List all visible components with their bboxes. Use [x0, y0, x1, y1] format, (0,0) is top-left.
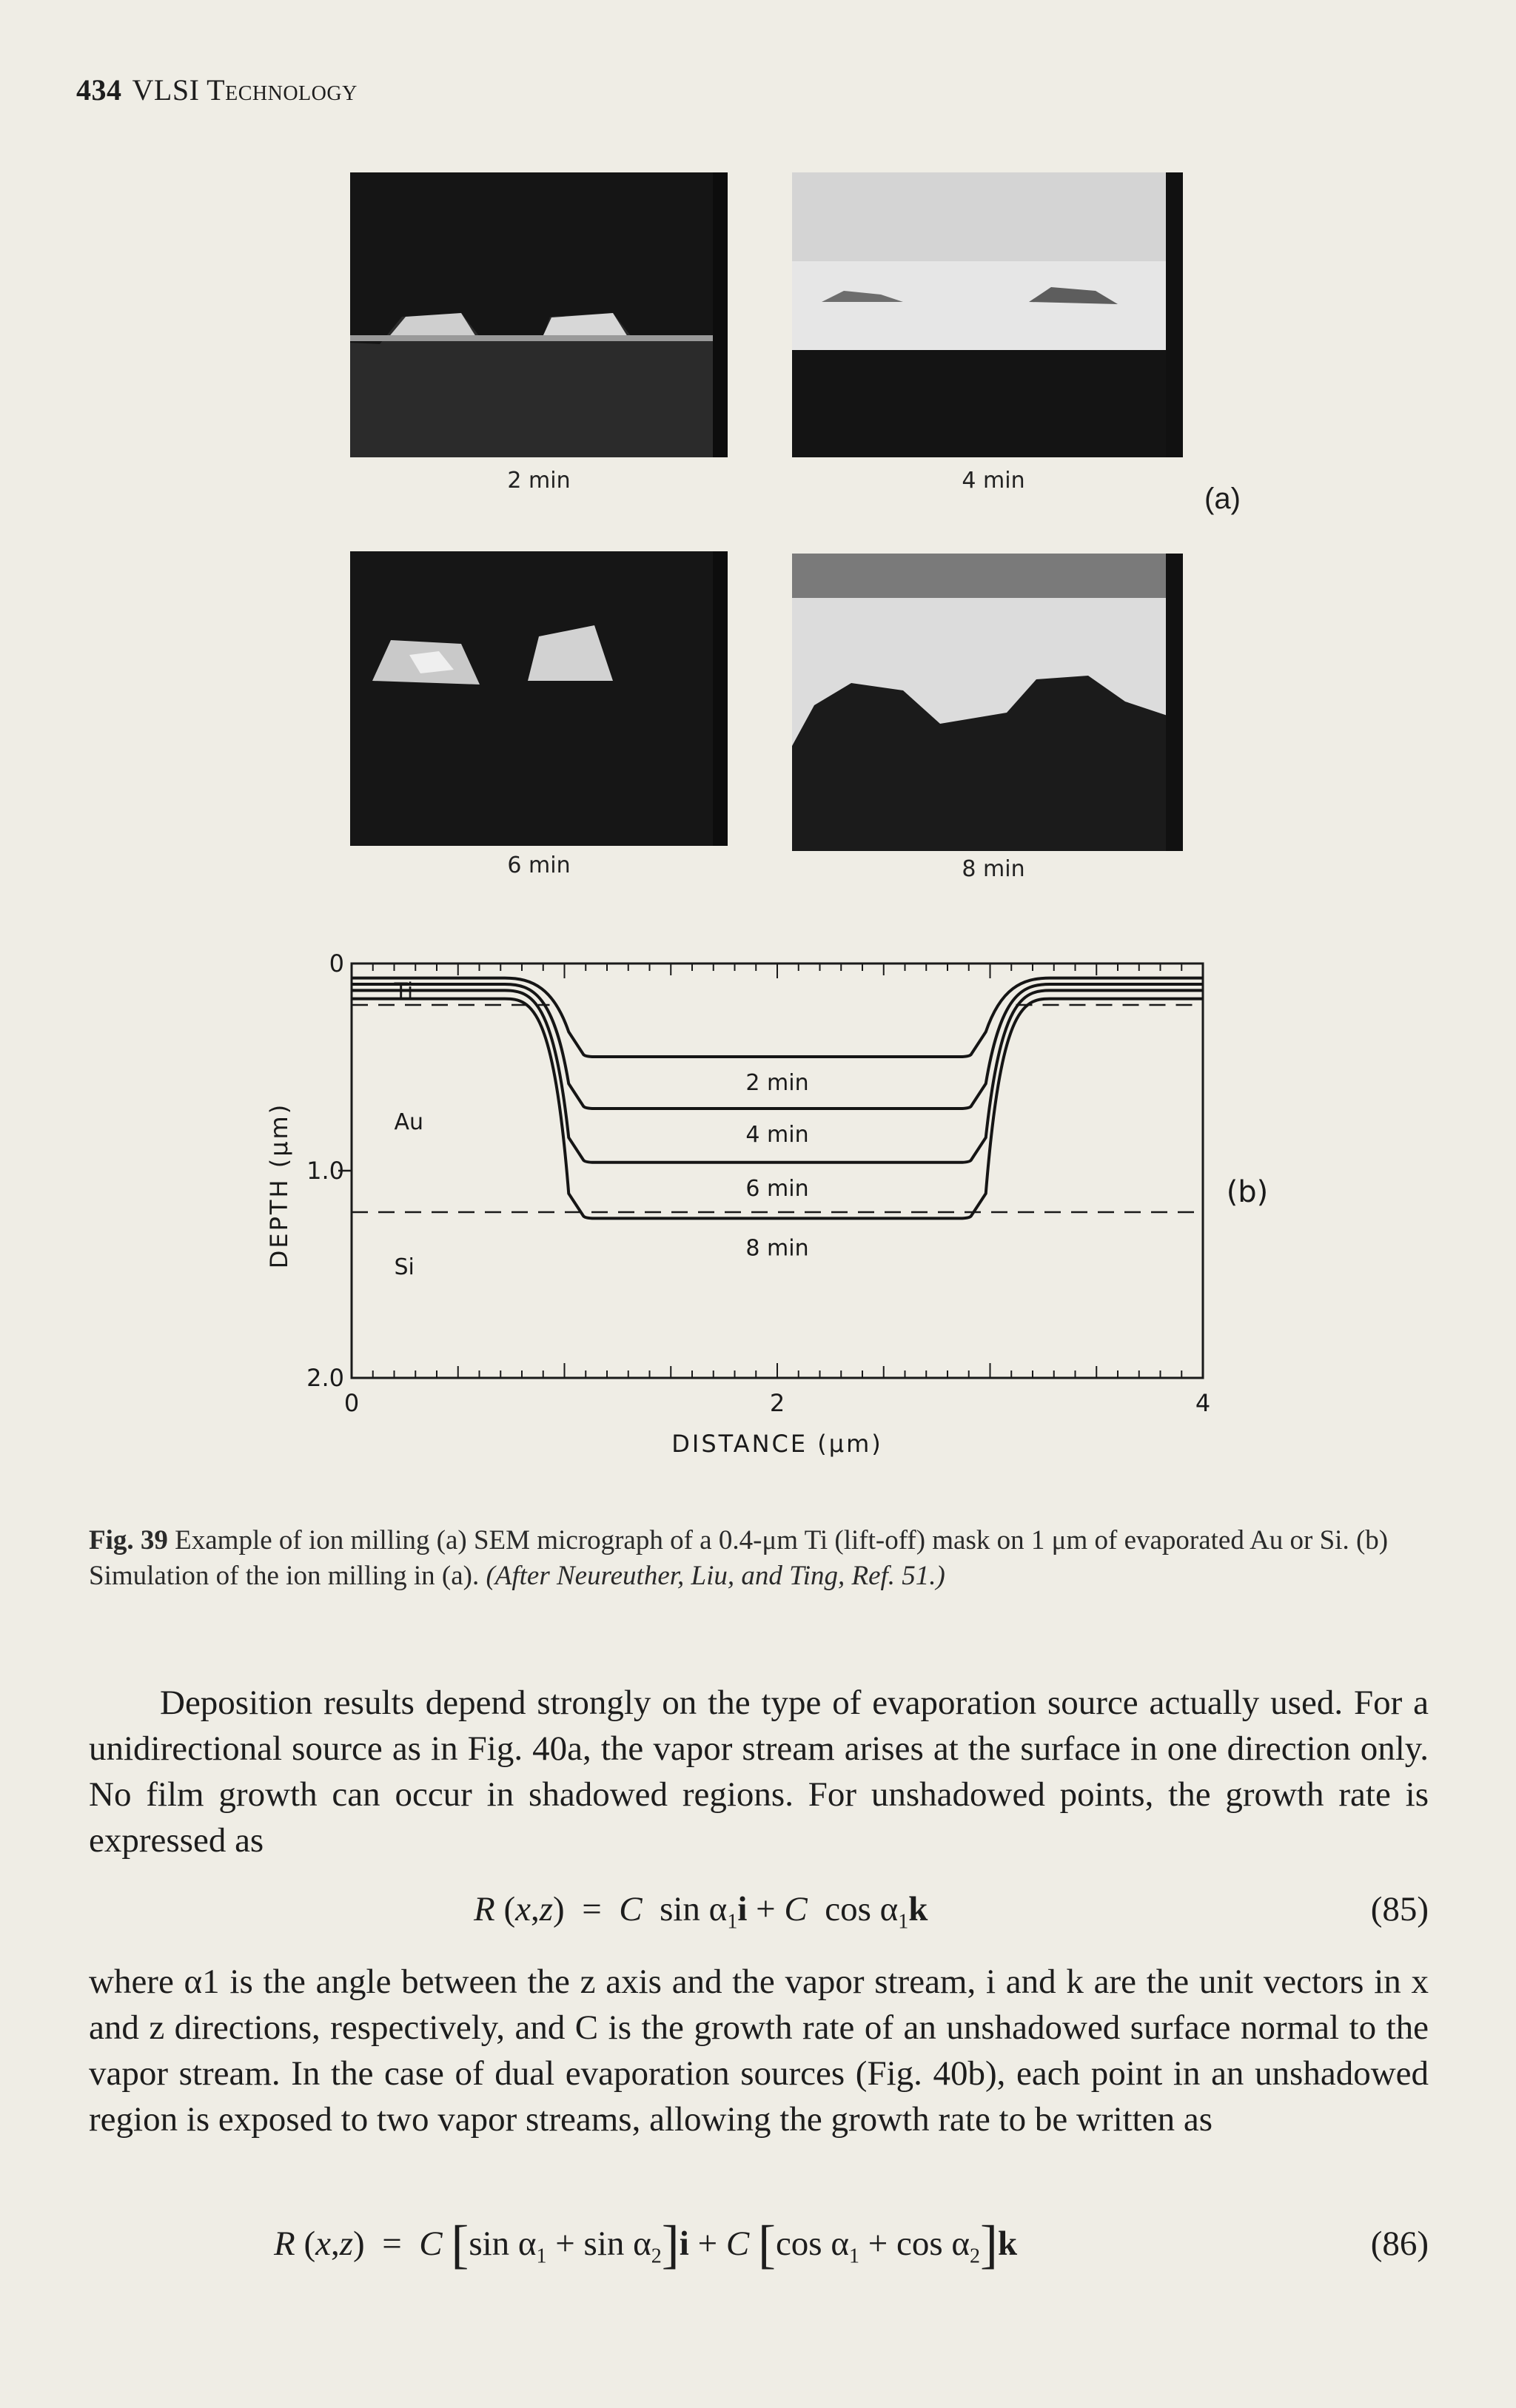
panel-a-label: (a)	[1204, 482, 1241, 515]
x-tick-label: 4	[1195, 1389, 1211, 1417]
equation-85-number: (85)	[1370, 1890, 1429, 1928]
caption-text: Example of ion milling (a) SEM micrograph of a 0.4-μm Ti (lift-off) mask on 1 μm of evaporated Au or Si. (b) Simulation of the ion milling in (a).	[89, 1525, 1389, 1591]
micrograph-label: 8 min	[962, 856, 1025, 882]
equation-86: R (x,z) = C [sin $\alpha_1 + \sin \alpha_2]i + C$ [cos $\alpha_1 + \cos \alpha_2]k$ (86)	[274, 2215, 1429, 2274]
y-tick-label: 1.0	[306, 1157, 344, 1185]
plot-frame	[352, 963, 1203, 1378]
paragraph-2-text: where α1 is the angle between the z axis and the vapor stream, i and k are the unit vectors in x and z directions, respectively, and C is the growth rate of an unshadowed surface normal to the vapor stream. In the case of dual evaporation sources (Fig. 40b), each point in an unshadowed region is exposed to two vapor streams, allowing the growth rate to be written as	[89, 1963, 1429, 2139]
caption-fig-label: Fig. 39	[89, 1525, 168, 1556]
series-label: 6 min	[745, 1175, 809, 1202]
x-tick-label: 0	[343, 1389, 360, 1417]
y-axis-label: DEPTH (μm)	[265, 1102, 293, 1269]
x-tick-label: 2	[769, 1389, 785, 1417]
series-label: 2 min	[745, 1070, 809, 1096]
caption-citation: (After Neureuther, Liu, and Ting, Ref. 51.)	[486, 1561, 945, 1591]
ion-milling-simulation-chart	[244, 940, 1310, 1480]
micrograph-label: 2 min	[507, 468, 571, 494]
paragraph-1-text: Deposition results depend strongly on the type of evaporation source actually used. For a unidirectional source as in Fig. 40a, the vapor stream arises at the surface in one direction only. No film growth can occur in shadowed regions. For unshadowed points, the growth rate is expressed as	[89, 1684, 1429, 1860]
equation-86-number: (86)	[1370, 2224, 1429, 2263]
y-tick-label: 0	[329, 949, 344, 978]
paragraph-1	[89, 1680, 1429, 1863]
sem-micrograph-8min	[792, 554, 1183, 851]
micrograph-label: 6 min	[507, 852, 571, 878]
layer-label-ti: Ti	[394, 978, 414, 1005]
series-label: 8 min	[745, 1235, 809, 1262]
sem-micrograph-4min	[792, 172, 1183, 457]
layer-label-si: Si	[394, 1254, 415, 1280]
micrograph-label: 4 min	[962, 468, 1025, 494]
page-number: 434	[76, 73, 122, 107]
y-tick-label: 2.0	[306, 1364, 344, 1392]
running-title: VLSI Technology	[132, 73, 358, 107]
series-label: 4 min	[745, 1122, 809, 1148]
paragraph-2	[89, 1959, 1429, 2142]
figure-caption	[89, 1523, 1429, 1594]
equation-85: R (x,z) = C $\sin \alpha_1i + C$ $\cos \alpha_1k$ (85)	[474, 1890, 1429, 1934]
sem-micrograph-2min	[350, 172, 728, 457]
panel-b-label: (b)	[1226, 1175, 1269, 1209]
running-header	[76, 73, 358, 107]
sem-micrograph-6min	[350, 551, 728, 846]
x-axis-label: DISTANCE (μm)	[671, 1430, 883, 1458]
layer-label-au: Au	[394, 1109, 424, 1135]
